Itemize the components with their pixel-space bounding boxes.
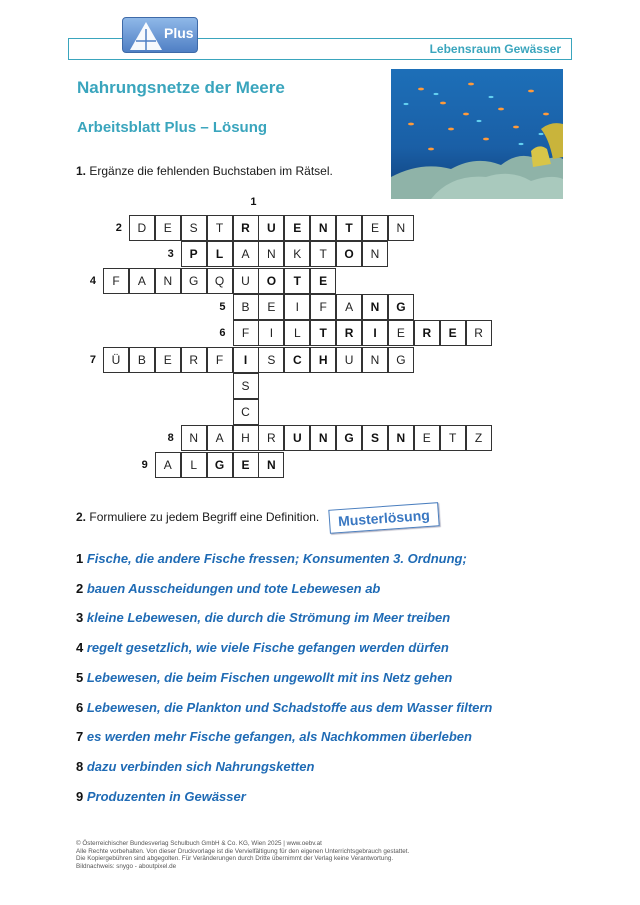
crossword-cell: N [155,268,181,294]
solution-stamp: Musterlösung [328,502,439,534]
crossword-cell: S [362,425,388,451]
crossword-cell: E [362,215,388,241]
crossword-cell: A [129,268,155,294]
crossword-cell: E [414,425,440,451]
crossword-cell: E [155,215,181,241]
crossword-cell: E [258,294,284,320]
crossword-cell: N [310,425,336,451]
crossword-cell: Ü [103,347,129,373]
crossword-cell: P [181,241,207,267]
answer-line [76,581,380,596]
answer-line [76,670,452,685]
crossword-cell: Z [466,425,492,451]
crossword-cell: N [362,241,388,267]
crossword-cell: I [284,294,310,320]
crossword-cell: L [181,452,207,478]
crossword-cell: N [388,425,414,451]
task-2 [76,510,319,524]
crossword-cell: F [310,294,336,320]
crossword-cell: N [362,347,388,373]
crossword-cell: R [336,320,362,346]
crossword-cell: A [155,452,181,478]
crossword-cell: S [258,347,284,373]
crossword-cell: I [258,320,284,346]
answer-text: Produzenten in Gewässer [86,788,246,804]
task-2-text: Formuliere zu jedem Begriff eine Definition. [89,510,320,524]
crossword-cell: I [233,347,259,373]
crossword-cell: G [207,452,233,478]
crossword-cell: H [233,425,259,451]
crossword-cell: N [388,215,414,241]
crossword-cell: G [388,294,414,320]
answer-number: 4 [76,640,84,656]
logo-label: Plus [164,25,194,41]
crossword-cell: T [207,215,233,241]
crossword-cell: L [284,320,310,346]
crossword-cell: E [310,268,336,294]
answer-text: bauen Ausscheidungen und tote Lebewesen ab [86,580,381,596]
crossword-cell: G [336,425,362,451]
crossword-cell: T [284,268,310,294]
answer-text: Lebewesen, die Plankton und Schadstoffe aus dem Wasser filtern [86,699,493,715]
task-1-text: Ergänze die fehlenden Buchstaben im Rätsel. [89,164,333,178]
answer-line [76,789,246,804]
crossword-cell: O [258,268,284,294]
crossword-cell: E [388,320,414,346]
footer-line: Bildnachweis: snygo - aboutpixel.de [76,862,177,870]
answer-number: 1 [76,551,84,566]
answer-text: kleine Lebewesen, die durch die Strömung im Meer treiben [86,610,451,626]
coral-reef-photo [391,69,563,199]
crossword-cell: L [207,241,233,267]
plus-logo [122,17,198,53]
footer-line: Die Kopiergebühren sind abgegolten. Für Veränderungen durch Dritte übernimmt der Verlag keine Verantwortung. [76,855,394,862]
section-title: Lebensraum Gewässer [429,42,561,56]
answer-line [76,551,467,566]
crossword-cell: F [103,268,129,294]
crossword-cell: E [155,347,181,373]
clue-number: 4 [89,274,96,287]
answer-text: es werden mehr Fische gefangen, als Nachkommen überleben [86,729,472,745]
crossword-cell: U [284,425,310,451]
crossword-cell: T [336,215,362,241]
crossword-cell: E [233,452,259,478]
answer-text: regelt gesetzlich, wie viele Fische gefangen werden dürfen [86,640,449,656]
crossword-cell: I [362,320,388,346]
task-1 [76,164,333,178]
crossword-cell: B [129,347,155,373]
crossword-cell: N [362,294,388,320]
solution-column-number: 1 [250,196,257,208]
crossword-cell: K [284,241,310,267]
crossword-cell: R [233,215,259,241]
footer-copyright [76,840,409,870]
crossword-cell: N [258,241,284,267]
answer-number: 5 [76,669,84,685]
crossword-cell: N [310,215,336,241]
answer-number: 7 [76,729,84,745]
crossword-cell: R [466,320,492,346]
crossword-cell: H [310,347,336,373]
answer-number: 6 [76,699,84,715]
crossword-cell: T [440,425,466,451]
clue-number: 3 [167,248,174,261]
answer-text: Lebewesen, die beim Fischen ungewollt mit ins Netz gehen [86,669,453,685]
task-1-number: 1. [76,164,87,178]
crossword-cell: E [440,320,466,346]
crossword-cell: C [233,399,259,425]
clue-number: 6 [219,327,226,340]
answer-number: 3 [76,610,84,626]
crossword-cell: T [310,320,336,346]
crossword-cell: R [258,425,284,451]
clue-number: 9 [141,458,148,471]
triangle-logo-icon [129,21,163,51]
crossword-cell: U [336,347,362,373]
crossword-cell: A [207,425,233,451]
crossword-cell: G [388,347,414,373]
clue-number: 5 [219,300,226,313]
answer-line [76,610,450,625]
crossword-cell: Q [207,268,233,294]
crossword-cell: N [181,425,207,451]
answer-text: Fische, die andere Fische fressen; Konsumenten 3. Ordnung; [86,551,467,566]
clue-number: 2 [115,222,122,234]
crossword-cell: T [310,241,336,267]
crossword-cell: R [414,320,440,346]
answer-line [76,759,314,774]
answer-line [76,700,492,715]
crossword-cell: E [284,215,310,241]
task-2-number: 2. [76,510,87,524]
crossword-cell: C [284,347,310,373]
answer-number: 9 [76,788,84,804]
footer-line: © Österreichischer Bundesverlag Schulbuch GmbH & Co. KG, Wien 2025 | www.oebv.at [76,840,322,847]
crossword-cell: D [129,215,155,241]
crossword-cell: F [207,347,233,373]
answer-line [76,640,449,655]
crossword-cell: F [233,320,259,346]
crossword-cell: S [233,373,259,399]
crossword-cell: S [181,215,207,241]
clue-number: 8 [167,432,174,445]
footer-line: Alle Rechte vorbehalten. Von dieser Druckvorlage ist die Vervielfältigung für den eigenen Unterrichtsgebrauch gestattet. [76,847,410,855]
crossword-cell: A [336,294,362,320]
crossword-cell: O [336,241,362,267]
page-subtitle: Arbeitsblatt Plus – Lösung [77,119,268,136]
answer-line [76,729,472,744]
crossword-cell: R [181,347,207,373]
crossword-cell: G [181,268,207,294]
answer-number: 8 [76,758,84,774]
answer-number: 2 [76,580,84,596]
clue-number: 7 [89,353,96,366]
crossword-cell: N [258,452,284,478]
page-title: Nahrungsnetze der Meere [77,78,285,97]
crossword-cell: A [233,241,259,267]
crossword-cell: U [258,215,284,241]
crossword-cell: U [233,268,259,294]
answer-text: dazu verbinden sich Nahrungsketten [86,758,315,774]
crossword-cell: B [233,294,259,320]
